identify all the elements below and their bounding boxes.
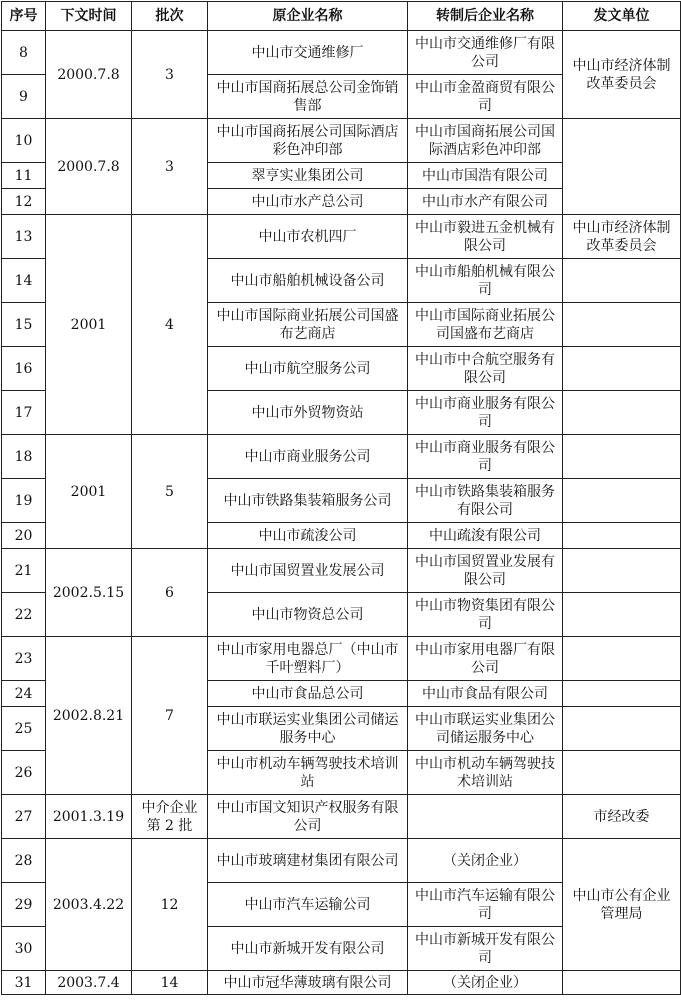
original-name-cell: 中山市航空服务公司 (208, 347, 408, 391)
header-issue-date: 下文时间 (46, 2, 132, 31)
table-row (2, 31, 681, 75)
new-name-cell: 中山市物资集团有限公司 (408, 593, 563, 637)
issuer-cell (563, 681, 681, 707)
date-cell: 2002.5.15 (46, 549, 132, 637)
table-row (2, 839, 681, 883)
new-name-cell: 中山市国贸置业发展有限公司 (408, 549, 563, 593)
issuer-cell (563, 347, 681, 391)
issuer-cell (563, 637, 681, 681)
original-name-cell: 中山市国文知识产权服务有限公司 (208, 795, 408, 839)
serial-cell: 17 (2, 391, 46, 435)
batch-cell: 12 (132, 839, 208, 971)
original-name-cell: 中山市国商拓展公司国际酒店彩色冲印部 (208, 119, 408, 163)
serial-cell: 12 (2, 189, 46, 215)
issuer-cell (563, 751, 681, 795)
date-cell: 2003.7.4 (46, 971, 132, 995)
table-row (2, 119, 681, 163)
new-name-cell: 中山市食品有限公司 (408, 681, 563, 707)
header-issuing-unit: 发文单位 (563, 2, 681, 31)
serial-cell: 8 (2, 31, 46, 75)
date-cell: 2001.3.19 (46, 795, 132, 839)
new-name-cell: 中山市交通维修厂有限公司 (408, 31, 563, 75)
original-name-cell: 中山市冠华薄玻璃有限公司 (208, 971, 408, 995)
original-name-cell: 中山市食品总公司 (208, 681, 408, 707)
new-name-cell: 中山市国际商业拓展公司国盛布艺商店 (408, 303, 563, 347)
new-name-cell (408, 795, 563, 839)
issuer-cell (563, 479, 681, 523)
issuer-cell (563, 259, 681, 303)
issuer-cell (563, 971, 681, 995)
serial-cell: 18 (2, 435, 46, 479)
new-name-cell: （关闭企业） (408, 839, 563, 883)
new-name-cell: 中山市商业服务有限公司 (408, 435, 563, 479)
original-name-cell: 中山市国商拓展总公司金饰销售部 (208, 75, 408, 119)
original-name-cell: 中山市船舶机械设备公司 (208, 259, 408, 303)
date-cell: 2002.8.21 (46, 637, 132, 795)
issuer-cell: 中山市公有企业管理局 (563, 839, 681, 971)
date-cell: 2001 (46, 435, 132, 549)
batch-cell: 5 (132, 435, 208, 549)
table-row (2, 215, 681, 259)
serial-cell: 30 (2, 927, 46, 971)
serial-cell: 28 (2, 839, 46, 883)
original-name-cell: 中山市农机四厂 (208, 215, 408, 259)
original-name-cell: 中山市国际商业拓展公司国盛布艺商店 (208, 303, 408, 347)
issuer-cell (563, 435, 681, 479)
date-cell: 2001 (46, 215, 132, 435)
header-original-enterprise: 原企业名称 (208, 2, 408, 31)
issuer-cell (563, 391, 681, 435)
original-name-cell: 中山市交通维修厂 (208, 31, 408, 75)
serial-cell: 11 (2, 163, 46, 189)
issuer-cell: 中山市经济体制改革委员会 (563, 215, 681, 259)
original-name-cell: 中山市新城开发有限公司 (208, 927, 408, 971)
issuer-cell (563, 707, 681, 751)
serial-cell: 22 (2, 593, 46, 637)
batch-cell: 6 (132, 549, 208, 637)
serial-cell: 19 (2, 479, 46, 523)
batch-cell: 14 (132, 971, 208, 995)
serial-cell: 29 (2, 883, 46, 927)
header-serial-number: 序号 (2, 2, 46, 31)
new-name-cell: 中山市新城开发有限公司 (408, 927, 563, 971)
table-row (2, 795, 681, 839)
serial-cell: 13 (2, 215, 46, 259)
serial-cell: 9 (2, 75, 46, 119)
issuer-cell (563, 119, 681, 215)
original-name-cell: 中山市机动车辆驾驶技术培训站 (208, 751, 408, 795)
table-row (2, 435, 681, 479)
date-cell: 2003.4.22 (46, 839, 132, 971)
new-name-cell: 中山市联运实业集团公司储运服务中心 (408, 707, 563, 751)
new-name-cell: 中山市商业服务有限公司 (408, 391, 563, 435)
table-row (2, 971, 681, 995)
batch-cell: 3 (132, 119, 208, 215)
original-name-cell: 中山市家用电器总厂（中山市千叶塑料厂） (208, 637, 408, 681)
original-name-cell: 中山市商业服务公司 (208, 435, 408, 479)
table-row (2, 637, 681, 681)
serial-cell: 10 (2, 119, 46, 163)
batch-cell: 3 (132, 31, 208, 119)
new-name-cell: 中山市毅进五金机械有限公司 (408, 215, 563, 259)
new-name-cell: 中山疏浚有限公司 (408, 523, 563, 549)
issuer-cell (563, 303, 681, 347)
serial-cell: 26 (2, 751, 46, 795)
original-name-cell: 中山市玻璃建材集团有限公司 (208, 839, 408, 883)
serial-cell: 27 (2, 795, 46, 839)
original-name-cell: 中山市铁路集装箱服务公司 (208, 479, 408, 523)
issuer-cell (563, 523, 681, 549)
serial-cell: 16 (2, 347, 46, 391)
new-name-cell: 中山市中合航空服务有限公司 (408, 347, 563, 391)
batch-cell: 4 (132, 215, 208, 435)
serial-cell: 23 (2, 637, 46, 681)
serial-cell: 14 (2, 259, 46, 303)
original-name-cell: 中山市疏浚公司 (208, 523, 408, 549)
original-name-cell: 中山市水产总公司 (208, 189, 408, 215)
serial-cell: 24 (2, 681, 46, 707)
date-cell: 2000.7.8 (46, 119, 132, 215)
new-name-cell: 中山市机动车辆驾驶技术培训站 (408, 751, 563, 795)
issuer-cell (563, 549, 681, 593)
header-new-enterprise: 转制后企业名称 (408, 2, 563, 31)
new-name-cell: 中山市船舶机械有限公司 (408, 259, 563, 303)
new-name-cell: 中山市家用电器厂有限公司 (408, 637, 563, 681)
serial-cell: 21 (2, 549, 46, 593)
header-batch: 批次 (132, 2, 208, 31)
new-name-cell: 中山市国商拓展公司国际酒店彩色冲印部 (408, 119, 563, 163)
serial-cell: 25 (2, 707, 46, 751)
new-name-cell: 中山市汽车运输有限公司 (408, 883, 563, 927)
original-name-cell: 中山市国贸置业发展公司 (208, 549, 408, 593)
issuer-cell: 市经改委 (563, 795, 681, 839)
issuer-cell: 中山市经济体制改革委员会 (563, 31, 681, 119)
new-name-cell: 中山市金盈商贸有限公司 (408, 75, 563, 119)
serial-cell: 20 (2, 523, 46, 549)
issuer-cell (563, 593, 681, 637)
new-name-cell: 中山市水产有限公司 (408, 189, 563, 215)
serial-cell: 31 (2, 971, 46, 995)
date-cell: 2000.7.8 (46, 31, 132, 119)
original-name-cell: 中山市物资总公司 (208, 593, 408, 637)
batch-cell: 7 (132, 637, 208, 795)
original-name-cell: 中山市外贸物资站 (208, 391, 408, 435)
table-row (2, 549, 681, 593)
header-row (2, 2, 681, 31)
enterprise-restructuring-table (1, 1, 681, 995)
new-name-cell: 中山市国浩有限公司 (408, 163, 563, 189)
batch-cell: 中介企业第 2 批 (132, 795, 208, 839)
new-name-cell: 中山市铁路集装箱服务有限公司 (408, 479, 563, 523)
original-name-cell: 中山市联运实业集团公司储运服务中心 (208, 707, 408, 751)
serial-cell: 15 (2, 303, 46, 347)
original-name-cell: 翠亨实业集团公司 (208, 163, 408, 189)
new-name-cell: （关闭企业） (408, 971, 563, 995)
original-name-cell: 中山市汽车运输公司 (208, 883, 408, 927)
